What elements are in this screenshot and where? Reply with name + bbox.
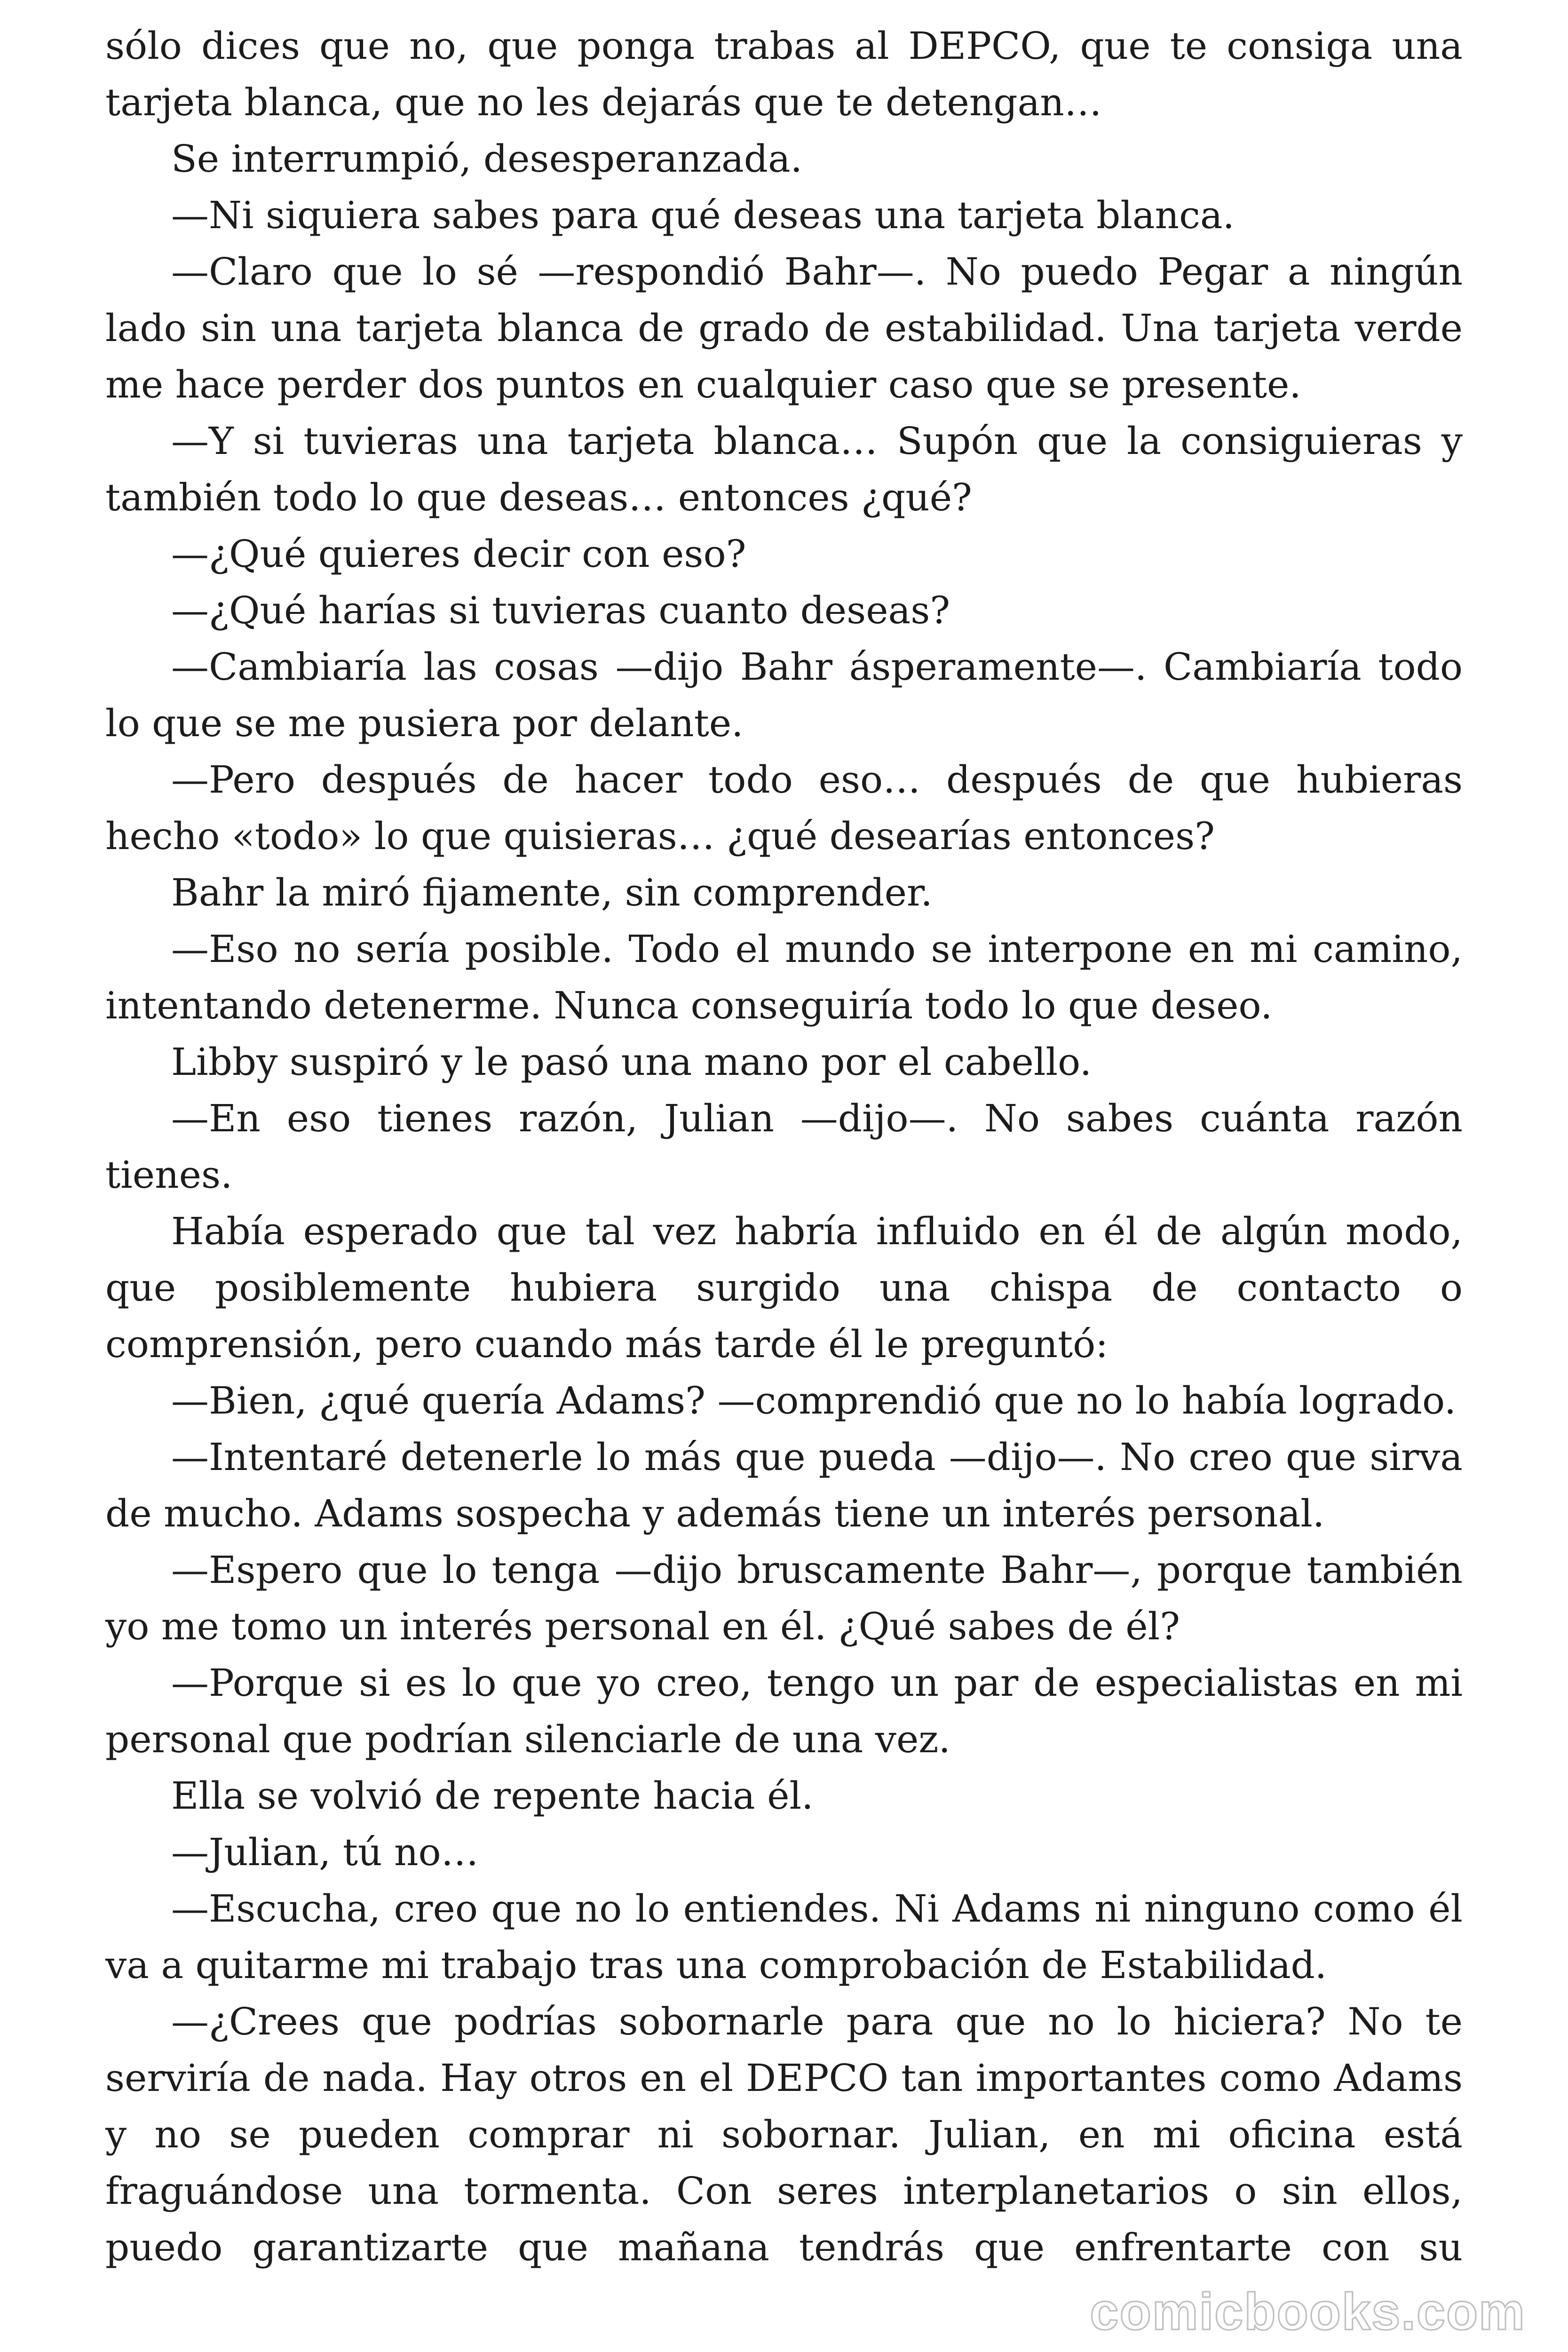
paragraph: Se interrumpió, desesperanzada. [171, 137, 803, 181]
paragraph: —Espero que lo tenga —dijo bruscamente Bahr—, porque también yo me tomo un interés personal en él. ¿Qué sabes de él? [105, 1548, 1463, 1648]
paragraph: Ella se volvió de repente hacia él. [171, 1774, 814, 1818]
paragraph: Había esperado que tal vez habría influido en él de algún modo, que posiblemente hubiera surgido una chispa de contacto o comprensión, pero cuando más tarde él le preguntó: [105, 1209, 1463, 1366]
paragraph: —Porque si es lo que yo creo, tengo un par de especialistas en mi personal que podrían silenciarle de una vez. [105, 1661, 1463, 1761]
paragraph: —Escucha, creo que no lo entiendes. Ni Adams ni ninguno como él va a quitarme mi trabajo tras una comprobación de Estabilidad. [105, 1887, 1463, 1987]
paragraph: —En eso tienes razón, Julian —dijo—. No sabes cuánta razón tienes. [105, 1097, 1463, 1197]
paragraph: —Pero después de hacer todo eso… después de que hubieras hecho «todo» lo que quisieras… ¿qué desearías entonces? [105, 758, 1463, 858]
paragraph: —¿Qué harías si tuvieras cuanto deseas? [171, 588, 950, 632]
paragraph: —Julian, tú no… [171, 1830, 479, 1874]
paragraph: —Claro que lo sé —respondió Bahr—. No puedo Pegar a ningún lado sin una tarjeta blanca de grado de estabilidad. Una tarjeta verde me hace perder dos puntos en cualquier caso que se presente. [105, 250, 1463, 406]
paragraph: —Cambiaría las cosas —dijo Bahr ásperamente—. Cambiaría todo lo que se me pusiera por delante. [105, 645, 1463, 745]
book-page-text [105, 18, 1463, 2276]
paragraph: —¿Crees que podrías sobornarle para que no lo hiciera? No te serviría de nada. Hay otros en el DEPCO tan importantes como Adams y no se pueden comprar ni sobornar. Julian, en mi oficina está fraguándose una tormenta. Con seres interplanetarios o sin ellos, puedo garantizarte que mañana tendrás que enfrentarte con su [105, 2000, 1463, 2269]
paragraph: —Intentaré detenerle lo más que pueda —dijo—. No creo que sirva de mucho. Adams sospecha y además tiene un interés personal. [105, 1435, 1463, 1535]
paragraph: —Y si tuvieras una tarjeta blanca… Supón que la consiguieras y también todo lo que deseas… entonces ¿qué? [105, 419, 1463, 519]
watermark-logo: comicbooks.com [1090, 2283, 1526, 2341]
paragraph: —¿Qué quieres decir con eso? [171, 532, 746, 576]
paragraph: sólo dices que no, que ponga trabas al DEPCO, que te consiga una tarjeta blanca, que no les dejarás que te detengan… [105, 24, 1463, 124]
paragraph: Bahr la miró fijamente, sin comprender. [171, 871, 933, 914]
paragraph: —Ni siquiera sabes para qué deseas una tarjeta blanca. [171, 193, 1235, 237]
paragraph: —Eso no sería posible. Todo el mundo se interpone en mi camino, intentando detenerme. Nunca conseguiría todo lo que deseo. [105, 927, 1463, 1027]
paragraph: —Bien, ¿qué quería Adams? —comprendió que no lo había logrado. [171, 1379, 1457, 1422]
paragraph: Libby suspiró y le pasó una mano por el cabello. [171, 1040, 1092, 1084]
